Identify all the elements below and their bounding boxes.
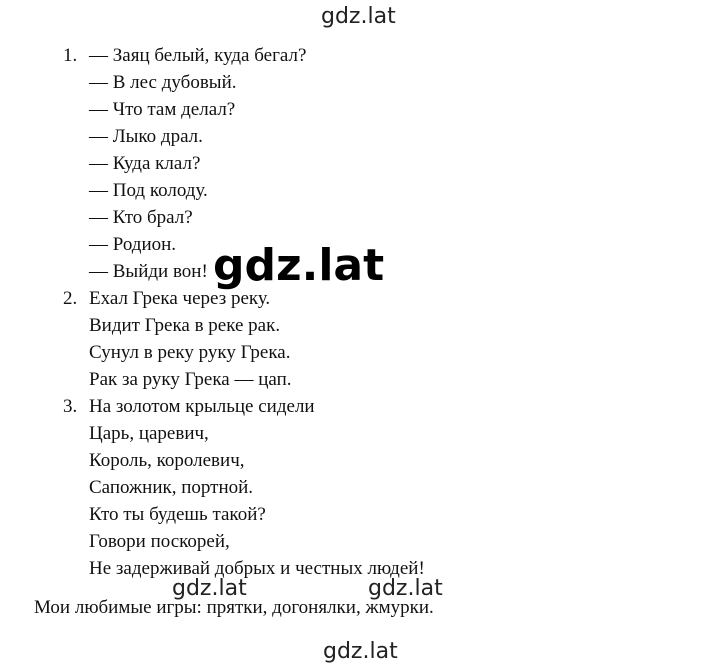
- verse-line: — Заяц белый, куда бегал?: [89, 45, 307, 66]
- item-number-2: 2.: [63, 288, 78, 309]
- verse-line: — Куда клал?: [89, 153, 201, 174]
- verse-line: Говори поскорей,: [89, 531, 230, 552]
- verse-line: — Что там делал?: [89, 99, 236, 120]
- verse-line: — Лыко драл.: [89, 126, 203, 147]
- item-number-3: 3.: [63, 396, 78, 417]
- verse-line: Сапожник, портной.: [89, 477, 254, 498]
- verse-line: — Родион.: [89, 234, 177, 255]
- verse-line: Сунул в реку руку Грека.: [89, 342, 291, 363]
- verse-line: На золотом крыльце сидели: [89, 396, 315, 417]
- watermark-bottom-right: gdz.lat: [368, 576, 443, 601]
- favorite-games-text: Мои любимые игры: прятки, догонялки, жмурки.: [34, 597, 434, 618]
- verse-line: Рак за руку Грека — цап.: [89, 369, 292, 390]
- verse-line: — В лес дубовый.: [89, 72, 237, 93]
- verse-line: Видит Грека в реке рак.: [89, 315, 281, 336]
- watermark-center: gdz.lat: [213, 240, 385, 291]
- item-number-1: 1.: [63, 45, 78, 66]
- verse-line: — Выйди вон!: [89, 261, 208, 282]
- verse-line: Кто ты будешь такой?: [89, 504, 266, 525]
- watermark-bottom-left: gdz.lat: [172, 576, 247, 601]
- verse-line: — Под колоду.: [89, 180, 208, 201]
- verse-line: Царь, царевич,: [89, 423, 209, 444]
- verse-line: Ехал Грека через реку.: [89, 288, 271, 309]
- verse-line: Король, королевич,: [89, 450, 245, 471]
- verse-line: Не задерживай добрых и честных людей!: [89, 558, 425, 579]
- watermark-top: gdz.lat: [321, 4, 396, 29]
- verse-line: — Кто брал?: [89, 207, 193, 228]
- watermark-bottom: gdz.lat: [323, 639, 398, 664]
